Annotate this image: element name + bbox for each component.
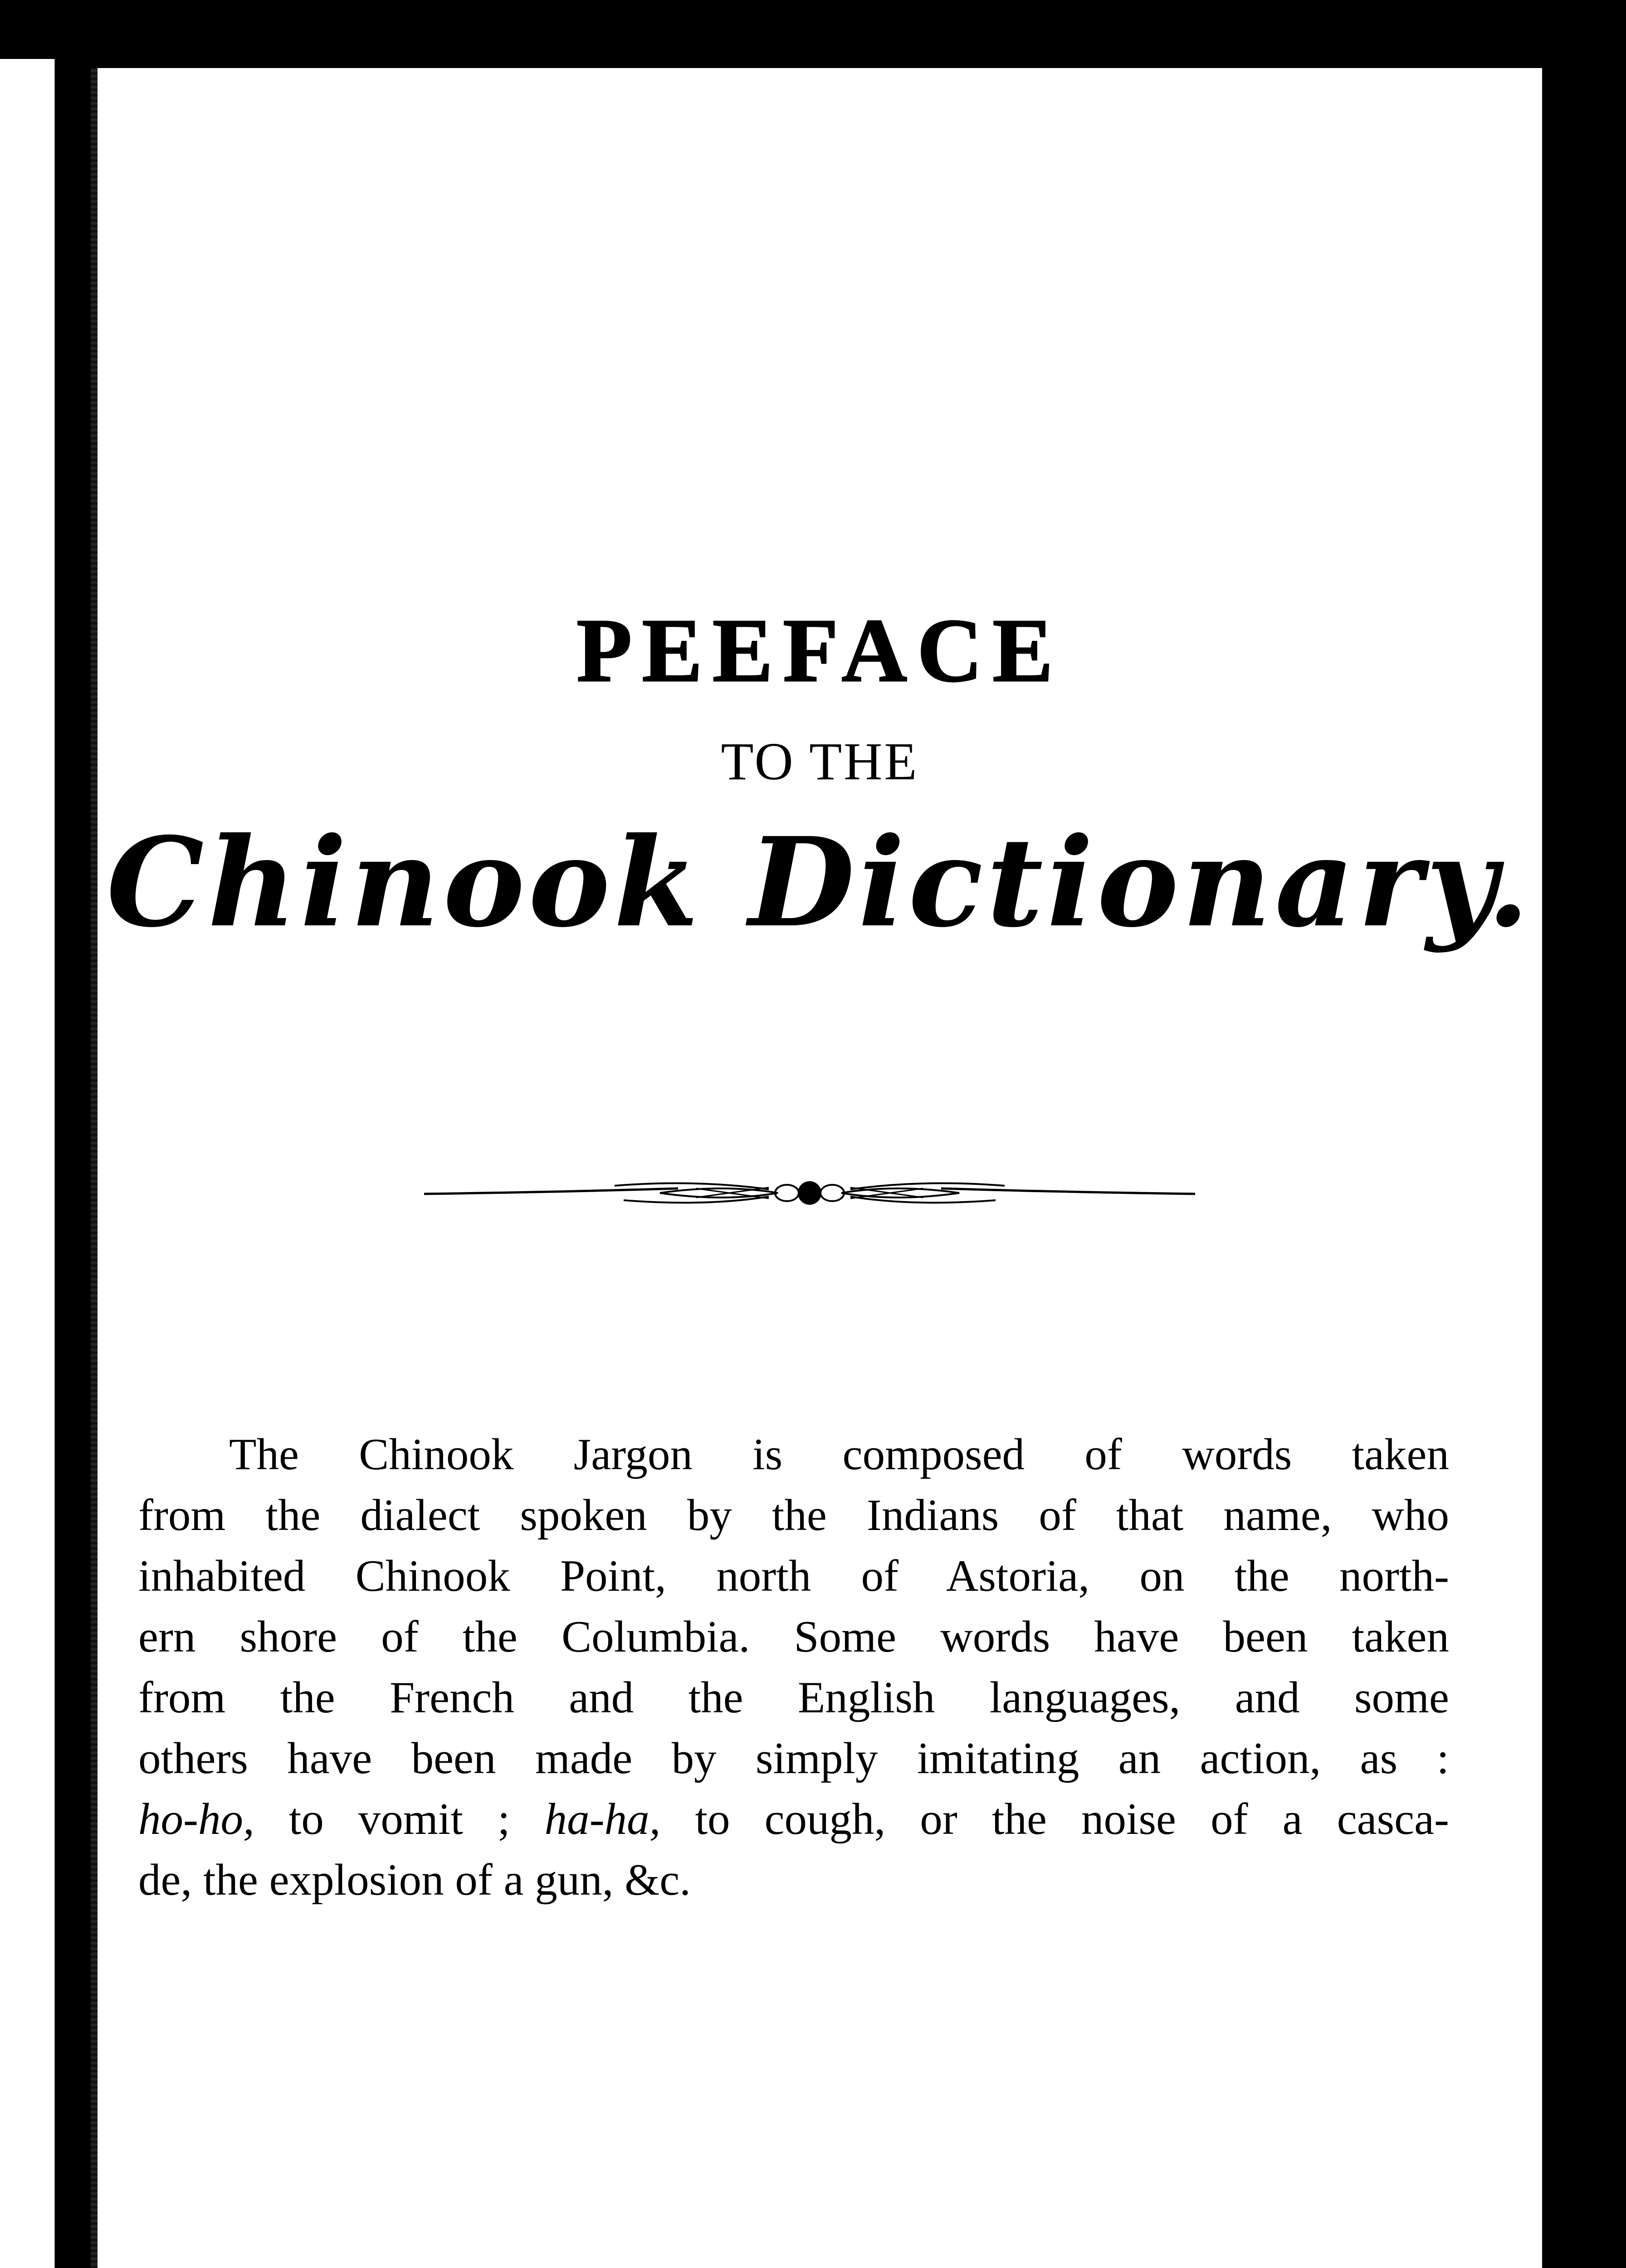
paragraph-line: from the French and the English languages, and some bbox=[138, 1673, 1449, 1722]
paragraph-line: ern shore of the Columbia. Some words have been taken bbox=[138, 1612, 1449, 1662]
preface-heading: PEEFACE bbox=[576, 601, 1063, 701]
example-gloss-vomit: to vomit ; bbox=[254, 1794, 545, 1844]
page-edge-left bbox=[0, 59, 68, 2268]
example-word-ha-ha: ha-ha, bbox=[544, 1794, 661, 1844]
ornament-divider-icon bbox=[424, 1166, 1195, 1220]
dictionary-title: Chinook Dictionary. bbox=[106, 810, 1533, 954]
preface-subheading: TO THE bbox=[721, 732, 919, 791]
example-gloss-cough: to cough, or the noise of a casca- bbox=[660, 1794, 1449, 1844]
paragraph-line: inhabited Chinook Point, north of Astoria, on the north- bbox=[138, 1551, 1449, 1601]
paragraph-line: The Chinook Jargon is composed of words taken bbox=[229, 1430, 1449, 1479]
preface-paragraph bbox=[138, 1424, 1449, 1911]
paragraph-line: de, the explosion of a gun, &c. bbox=[138, 1855, 691, 1905]
paragraph-line: others have been made by simply imitating an action, as : bbox=[138, 1734, 1449, 1783]
example-word-ho-ho: ho-ho, bbox=[138, 1794, 254, 1844]
paragraph-line-examples bbox=[138, 1789, 1449, 1850]
paragraph-line: from the dialect spoken by the Indians of that name, who bbox=[138, 1491, 1449, 1540]
document-page bbox=[98, 68, 1542, 2268]
